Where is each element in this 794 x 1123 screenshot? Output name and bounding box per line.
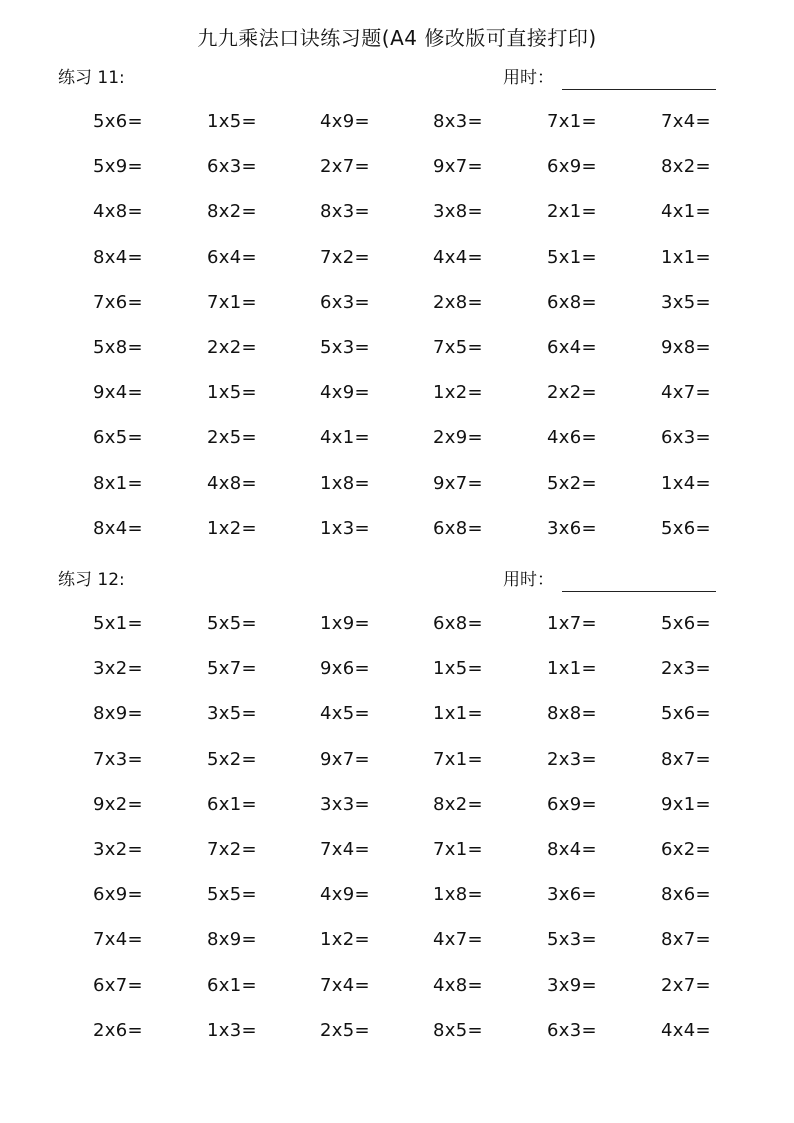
time-answer-line[interactable] — [562, 571, 716, 592]
section-label: 练习 11: — [58, 68, 125, 88]
problem: 5x7= — [207, 658, 257, 680]
problem: 8x2= — [661, 156, 711, 178]
problem: 7x5= — [433, 336, 483, 358]
problem: 5x3= — [547, 929, 597, 951]
problem: 5x5= — [207, 613, 257, 634]
section-header — [0, 66, 794, 96]
problem: 8x1= — [93, 472, 143, 494]
problem: 6x2= — [661, 838, 711, 860]
problem: 1x2= — [433, 382, 483, 404]
problem: 7x2= — [207, 838, 257, 860]
problem-row — [0, 291, 794, 336]
problem: 8x3= — [433, 111, 483, 132]
problem: 4x1= — [661, 201, 711, 223]
problem: 6x4= — [547, 336, 597, 358]
problem: 7x3= — [93, 748, 143, 770]
problem: 6x3= — [320, 291, 370, 313]
problem: 5x8= — [93, 336, 143, 358]
problem: 4x7= — [661, 382, 711, 404]
problem: 2x5= — [320, 1019, 370, 1041]
problem-row — [0, 612, 794, 657]
section-label: 练习 12: — [58, 570, 125, 590]
problem: 6x3= — [547, 1019, 597, 1041]
problem: 1x5= — [433, 658, 483, 680]
problem: 4x9= — [320, 382, 370, 404]
problem: 6x5= — [93, 427, 143, 449]
problem: 6x8= — [433, 517, 483, 539]
problem: 6x1= — [207, 793, 257, 815]
problem: 4x6= — [547, 427, 597, 449]
problem-row — [0, 748, 794, 793]
problem: 1x1= — [547, 658, 597, 680]
problem: 4x4= — [661, 1019, 711, 1041]
problem: 1x2= — [207, 517, 257, 539]
problem: 4x9= — [320, 111, 370, 132]
problem: 7x2= — [320, 246, 370, 268]
problem: 7x4= — [320, 838, 370, 860]
problem: 5x6= — [661, 703, 711, 725]
problem: 9x7= — [433, 156, 483, 178]
problem: 2x8= — [433, 291, 483, 313]
problem: 4x8= — [207, 472, 257, 494]
time-field — [503, 568, 716, 592]
problem: 4x4= — [433, 246, 483, 268]
problem: 2x3= — [547, 748, 597, 770]
time-label: 用时： — [503, 68, 554, 88]
exercise-section — [0, 66, 794, 539]
problem: 8x6= — [661, 884, 711, 906]
problem: 3x8= — [433, 201, 483, 223]
problem: 9x4= — [93, 382, 143, 404]
problem: 5x3= — [320, 336, 370, 358]
problem: 1x1= — [433, 703, 483, 725]
problem: 8x2= — [433, 793, 483, 815]
problem: 6x3= — [661, 427, 711, 449]
problem: 3x6= — [547, 517, 597, 539]
problem: 8x5= — [433, 1019, 483, 1041]
problem-row — [0, 336, 794, 381]
problem: 2x2= — [547, 382, 597, 404]
problem: 7x6= — [93, 291, 143, 313]
problem-row — [0, 657, 794, 702]
problem: 9x7= — [433, 472, 483, 494]
problem: 1x7= — [547, 613, 597, 634]
problem: 3x2= — [93, 658, 143, 680]
problem-row — [0, 1019, 794, 1064]
problem: 9x6= — [320, 658, 370, 680]
problem: 4x7= — [433, 929, 483, 951]
problem: 3x3= — [320, 793, 370, 815]
problem: 1x3= — [207, 1019, 257, 1041]
problem: 9x8= — [661, 336, 711, 358]
problem-row — [0, 974, 794, 1019]
time-answer-line[interactable] — [562, 69, 716, 90]
problem: 8x4= — [547, 838, 597, 860]
problem: 4x9= — [320, 884, 370, 906]
problem: 8x4= — [93, 246, 143, 268]
problem: 8x4= — [93, 517, 143, 539]
problem: 7x1= — [433, 838, 483, 860]
exercise-section — [0, 568, 794, 1041]
problem: 2x9= — [433, 427, 483, 449]
problem: 9x7= — [320, 748, 370, 770]
problem: 3x6= — [547, 884, 597, 906]
problem-row — [0, 110, 794, 155]
problem: 2x6= — [93, 1019, 143, 1041]
problem: 7x1= — [433, 748, 483, 770]
problem: 8x7= — [661, 748, 711, 770]
problem: 1x2= — [320, 929, 370, 951]
problem-row — [0, 793, 794, 838]
problem: 1x5= — [207, 382, 257, 404]
problem: 5x5= — [207, 884, 257, 906]
problem: 4x1= — [320, 427, 370, 449]
problem: 5x2= — [207, 748, 257, 770]
problem: 6x9= — [93, 884, 143, 906]
section-header — [0, 568, 794, 598]
problem: 2x3= — [661, 658, 711, 680]
problem: 3x9= — [547, 974, 597, 996]
problem-row — [0, 928, 794, 973]
problem: 9x1= — [661, 793, 711, 815]
problem-row — [0, 155, 794, 200]
problem: 4x5= — [320, 703, 370, 725]
time-label: 用时： — [503, 570, 554, 590]
problem-row — [0, 883, 794, 928]
problem: 2x5= — [207, 427, 257, 449]
problem-row — [0, 472, 794, 517]
problem: 3x2= — [93, 838, 143, 860]
problem: 7x1= — [207, 291, 257, 313]
problem: 1x4= — [661, 472, 711, 494]
problem: 8x7= — [661, 929, 711, 951]
problem-grid — [0, 612, 794, 1064]
problem: 7x1= — [547, 111, 597, 132]
problem: 9x2= — [93, 793, 143, 815]
problem: 8x9= — [93, 703, 143, 725]
problem: 3x5= — [207, 703, 257, 725]
problem: 5x6= — [93, 111, 143, 132]
problem: 5x2= — [547, 472, 597, 494]
problem: 1x8= — [433, 884, 483, 906]
problem-row — [0, 381, 794, 426]
problem-row — [0, 838, 794, 883]
problem-row — [0, 702, 794, 747]
problem: 6x1= — [207, 974, 257, 996]
problem: 8x9= — [207, 929, 257, 951]
problem: 3x5= — [661, 291, 711, 313]
problem: 4x8= — [93, 201, 143, 223]
page-title: 九九乘法口诀练习题(A4 修改版可直接打印) — [197, 26, 597, 50]
problem: 6x8= — [547, 291, 597, 313]
problem: 6x3= — [207, 156, 257, 178]
problem: 6x9= — [547, 793, 597, 815]
problem: 6x7= — [93, 974, 143, 996]
problem: 2x7= — [661, 974, 711, 996]
problem: 2x7= — [320, 156, 370, 178]
problem: 6x9= — [547, 156, 597, 178]
problem: 6x4= — [207, 246, 257, 268]
problem: 1x8= — [320, 472, 370, 494]
problem-row — [0, 200, 794, 245]
problem: 5x1= — [93, 613, 143, 634]
problem: 6x8= — [433, 613, 483, 634]
problem: 7x4= — [93, 929, 143, 951]
problem: 8x2= — [207, 201, 257, 223]
problem-row — [0, 426, 794, 471]
time-field — [503, 66, 716, 90]
problem: 5x1= — [547, 246, 597, 268]
problem: 1x1= — [661, 246, 711, 268]
problem-row — [0, 246, 794, 291]
problem-grid — [0, 110, 794, 562]
problem: 5x6= — [661, 517, 711, 539]
problem: 8x8= — [547, 703, 597, 725]
problem: 5x9= — [93, 156, 143, 178]
problem: 7x4= — [661, 111, 711, 132]
problem: 2x2= — [207, 336, 257, 358]
problem: 1x5= — [207, 111, 257, 132]
problem: 1x9= — [320, 613, 370, 634]
problem: 8x3= — [320, 201, 370, 223]
problem-row — [0, 517, 794, 562]
problem: 4x8= — [433, 974, 483, 996]
problem: 2x1= — [547, 201, 597, 223]
problem: 7x4= — [320, 974, 370, 996]
problem: 1x3= — [320, 517, 370, 539]
problem: 5x6= — [661, 613, 711, 634]
